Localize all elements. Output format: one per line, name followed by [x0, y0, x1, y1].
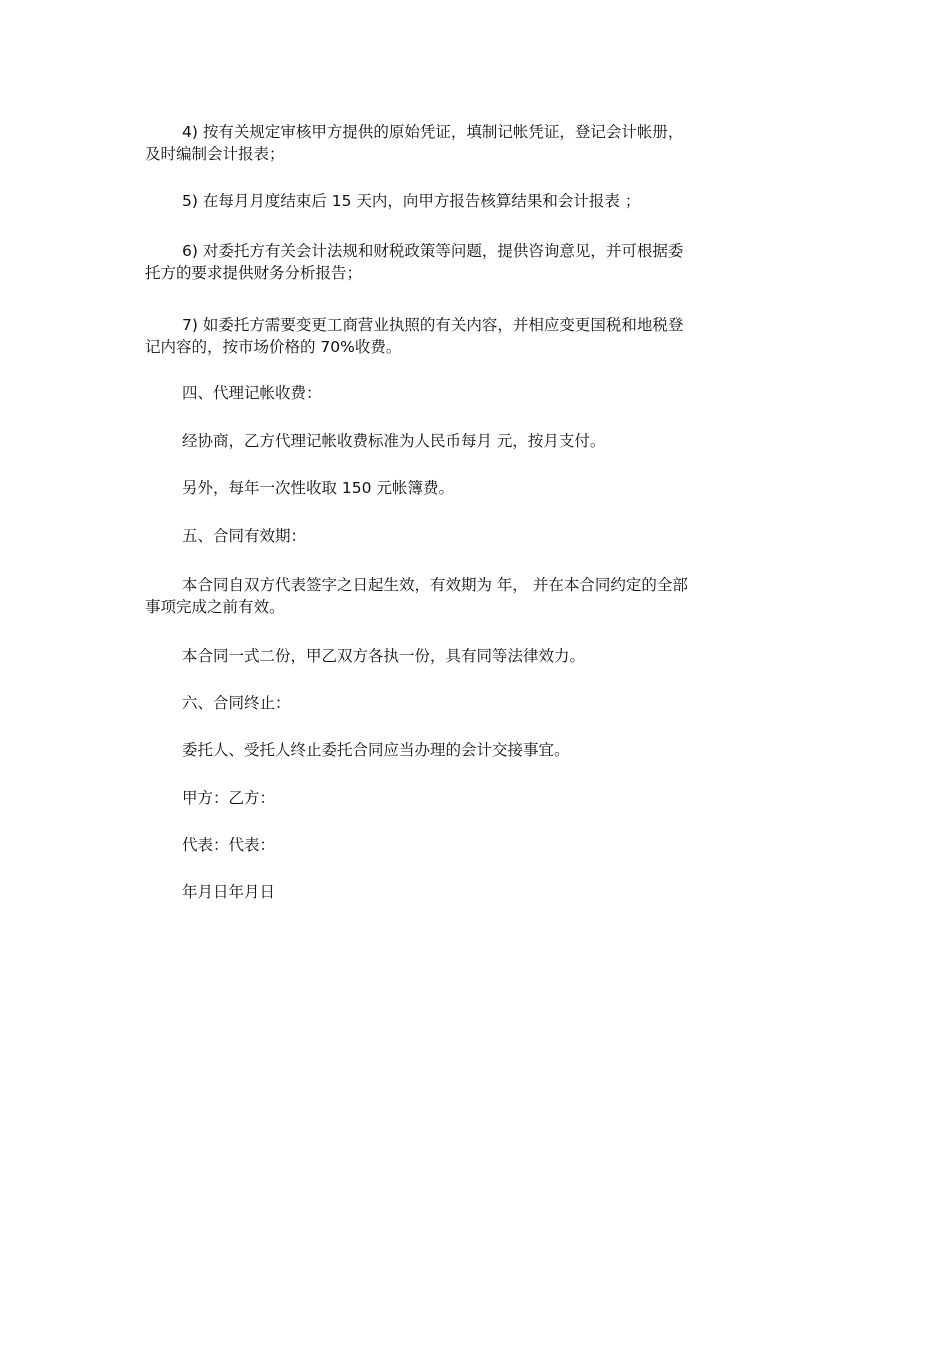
signature-representatives-text: 代表：代表： [182, 836, 276, 854]
clause-4-line-2: 及时编制会计报表； [145, 145, 285, 163]
signature-representatives [145, 834, 785, 856]
section-4-heading [145, 382, 785, 404]
signature-dates [145, 881, 785, 903]
term-validity [145, 574, 785, 618]
clause-7-line-2: 记内容的，按市场价格的 70%收费。 [145, 338, 402, 356]
fee-standard-text: 经协商，乙方代理记帐收费标准为人民币每月 元，按月支付。 [182, 432, 606, 450]
term-validity-line-1: 本合同自双方代表签字之日起生效，有效期为 年， 并在本合同约定的全部 [182, 576, 688, 594]
clause-5 [145, 190, 785, 212]
term-validity-line-2: 事项完成之前有效。 [145, 598, 285, 616]
clause-5-line-1: 5) 在每月月度结束后 15 天内，向甲方报告核算结果和会计报表 ； [182, 192, 641, 210]
clause-4-line-1: 4) 按有关规定审核甲方提供的原始凭证，填制记帐凭证，登记会计帐册， [182, 123, 684, 141]
signature-parties [145, 787, 785, 809]
fee-ledger-text: 另外，每年一次性收取 150 元帐簿费。 [182, 479, 454, 497]
term-copies-text: 本合同一式二份，甲乙双方各执一份，具有同等法律效力。 [182, 647, 586, 665]
section-5-heading-text: 五、合同有效期： [182, 527, 307, 545]
clause-6-line-1: 6) 对委托方有关会计法规和财税政策等问题，提供咨询意见，并可根据委 [182, 242, 684, 260]
clause-6-line-2: 托方的要求提供财务分析报告； [145, 264, 363, 282]
clause-7 [145, 314, 785, 358]
clause-6 [145, 240, 785, 284]
clause-7-line-1: 7) 如委托方需要变更工商营业执照的有关内容，并相应变更国税和地税登 [182, 316, 684, 334]
signature-dates-text: 年月日年月日 [182, 883, 276, 901]
clause-4 [145, 121, 785, 165]
fee-ledger [145, 477, 785, 499]
section-4-heading-text: 四、代理记帐收费： [182, 384, 322, 402]
signature-parties-text: 甲方：乙方： [182, 789, 276, 807]
termination-text [145, 739, 785, 761]
fee-standard [145, 430, 785, 452]
section-6-heading-text: 六、合同终止： [182, 694, 291, 712]
section-6-heading [145, 692, 785, 714]
section-5-heading [145, 525, 785, 547]
termination-text-line: 委托人、受托人终止委托合同应当办理的会计交接事宜。 [182, 741, 570, 759]
term-copies [145, 645, 785, 667]
